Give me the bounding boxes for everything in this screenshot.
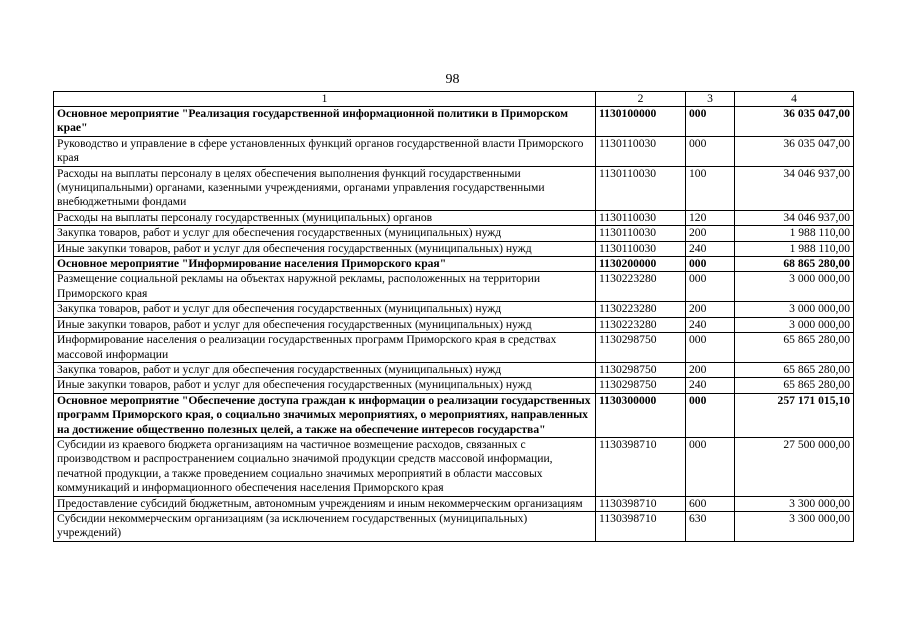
row-amount: 257 171 015,10 — [735, 393, 854, 437]
row-code: 1130223280 — [596, 317, 686, 332]
row-name: Основное мероприятие "Обеспечение доступа граждан к информации о реализации государственных программ Приморского края, о социально значимых мероприятиях, о мероприятиях, направленных на достижение общественно полезных целей, а также на обеспечение интересов государства" — [54, 393, 596, 437]
row-expense-type: 000 — [686, 333, 735, 363]
row-amount: 1 988 110,00 — [735, 226, 854, 241]
header-expense-type: 3 — [686, 92, 735, 107]
row-amount: 27 500 000,00 — [735, 437, 854, 496]
row-name: Размещение социальной рекламы на объектах наружной рекламы, расположенных на территории Приморского края — [54, 272, 596, 302]
row-expense-type: 600 — [686, 496, 735, 511]
row-code: 1130110030 — [596, 136, 686, 166]
table-body — [54, 107, 854, 542]
row-amount: 3 300 000,00 — [735, 496, 854, 511]
table-row — [54, 437, 854, 496]
row-expense-type: 120 — [686, 210, 735, 225]
row-name: Руководство и управление в сфере установленных функций органов государственной власти Приморского края — [54, 136, 596, 166]
header-code: 2 — [596, 92, 686, 107]
row-expense-type: 000 — [686, 272, 735, 302]
header-amount: 4 — [735, 92, 854, 107]
table-row — [54, 317, 854, 332]
table-row — [54, 210, 854, 225]
row-expense-type: 240 — [686, 317, 735, 332]
table-row — [54, 241, 854, 256]
row-name: Закупка товаров, работ и услуг для обеспечения государственных (муниципальных) нужд — [54, 362, 596, 377]
row-expense-type: 200 — [686, 226, 735, 241]
table-row — [54, 496, 854, 511]
table-row — [54, 166, 854, 210]
row-name: Иные закупки товаров, работ и услуг для обеспечения государственных (муниципальных) нужд — [54, 317, 596, 332]
row-code: 1130398710 — [596, 511, 686, 541]
row-amount: 34 046 937,00 — [735, 210, 854, 225]
table-row — [54, 107, 854, 137]
row-name: Иные закупки товаров, работ и услуг для обеспечения государственных (муниципальных) нужд — [54, 378, 596, 393]
row-name: Предоставление субсидий бюджетным, автономным учреждениям и иным некоммерческим организациям — [54, 496, 596, 511]
row-amount: 68 865 280,00 — [735, 257, 854, 272]
table-row — [54, 393, 854, 437]
row-expense-type: 240 — [686, 378, 735, 393]
table-row — [54, 511, 854, 541]
row-code: 1130223280 — [596, 272, 686, 302]
row-name: Расходы на выплаты персоналу государственных (муниципальных) органов — [54, 210, 596, 225]
row-code: 1130398710 — [596, 437, 686, 496]
row-amount: 3 300 000,00 — [735, 511, 854, 541]
row-amount: 3 000 000,00 — [735, 317, 854, 332]
row-name: Основное мероприятие "Информирование населения Приморского края" — [54, 257, 596, 272]
table-row — [54, 362, 854, 377]
row-name: Расходы на выплаты персоналу в целях обеспечения выполнения функций государственными (муниципальными) органами, казенными учреждениями, органами управления государственными внебюджетными фондами — [54, 166, 596, 210]
row-code: 1130110030 — [596, 210, 686, 225]
row-amount: 3 000 000,00 — [735, 272, 854, 302]
row-expense-type: 000 — [686, 136, 735, 166]
row-amount: 3 000 000,00 — [735, 302, 854, 317]
row-code: 1130298750 — [596, 333, 686, 363]
table-row — [54, 302, 854, 317]
row-code: 1130110030 — [596, 241, 686, 256]
row-code: 1130100000 — [596, 107, 686, 137]
table-header-row — [54, 92, 854, 107]
row-name: Закупка товаров, работ и услуг для обеспечения государственных (муниципальных) нужд — [54, 226, 596, 241]
row-amount: 1 988 110,00 — [735, 241, 854, 256]
row-amount: 65 865 280,00 — [735, 362, 854, 377]
row-code: 1130223280 — [596, 302, 686, 317]
row-code: 1130398710 — [596, 496, 686, 511]
row-amount: 34 046 937,00 — [735, 166, 854, 210]
budget-table — [53, 91, 854, 542]
row-expense-type: 000 — [686, 107, 735, 137]
row-name: Закупка товаров, работ и услуг для обеспечения государственных (муниципальных) нужд — [54, 302, 596, 317]
row-expense-type: 630 — [686, 511, 735, 541]
row-expense-type: 240 — [686, 241, 735, 256]
row-amount: 36 035 047,00 — [735, 136, 854, 166]
row-name: Субсидии из краевого бюджета организациям на частичное возмещение расходов, связанных с производством и распространением социально значимой продукции средств массовой информации, печатной продукции, а также проведением социально значимых мероприятий в области массовых коммуникаций и информационного обеспечения населения Приморского края — [54, 437, 596, 496]
header-name: 1 — [54, 92, 596, 107]
row-code: 1130298750 — [596, 362, 686, 377]
row-name: Иные закупки товаров, работ и услуг для обеспечения государственных (муниципальных) нужд — [54, 241, 596, 256]
row-name: Субсидии некоммерческим организациям (за исключением государственных (муниципальных) учреждений) — [54, 511, 596, 541]
row-code: 1130300000 — [596, 393, 686, 437]
row-expense-type: 000 — [686, 393, 735, 437]
row-code: 1130298750 — [596, 378, 686, 393]
row-name: Основное мероприятие "Реализация государственной информационной политики в Приморском крае" — [54, 107, 596, 137]
row-amount: 65 865 280,00 — [735, 378, 854, 393]
row-amount: 36 035 047,00 — [735, 107, 854, 137]
row-amount: 65 865 280,00 — [735, 333, 854, 363]
row-expense-type: 100 — [686, 166, 735, 210]
table-row — [54, 136, 854, 166]
table-row — [54, 257, 854, 272]
table-row — [54, 226, 854, 241]
row-expense-type: 000 — [686, 437, 735, 496]
table-row — [54, 378, 854, 393]
table-row — [54, 333, 854, 363]
row-expense-type: 200 — [686, 362, 735, 377]
row-expense-type: 200 — [686, 302, 735, 317]
row-name: Информирование населения о реализации государственных программ Приморского края в средствах массовой информации — [54, 333, 596, 363]
row-expense-type: 000 — [686, 257, 735, 272]
page-number: 98 — [445, 72, 460, 87]
table-row — [54, 272, 854, 302]
row-code: 1130110030 — [596, 166, 686, 210]
row-code: 1130110030 — [596, 226, 686, 241]
row-code: 1130200000 — [596, 257, 686, 272]
